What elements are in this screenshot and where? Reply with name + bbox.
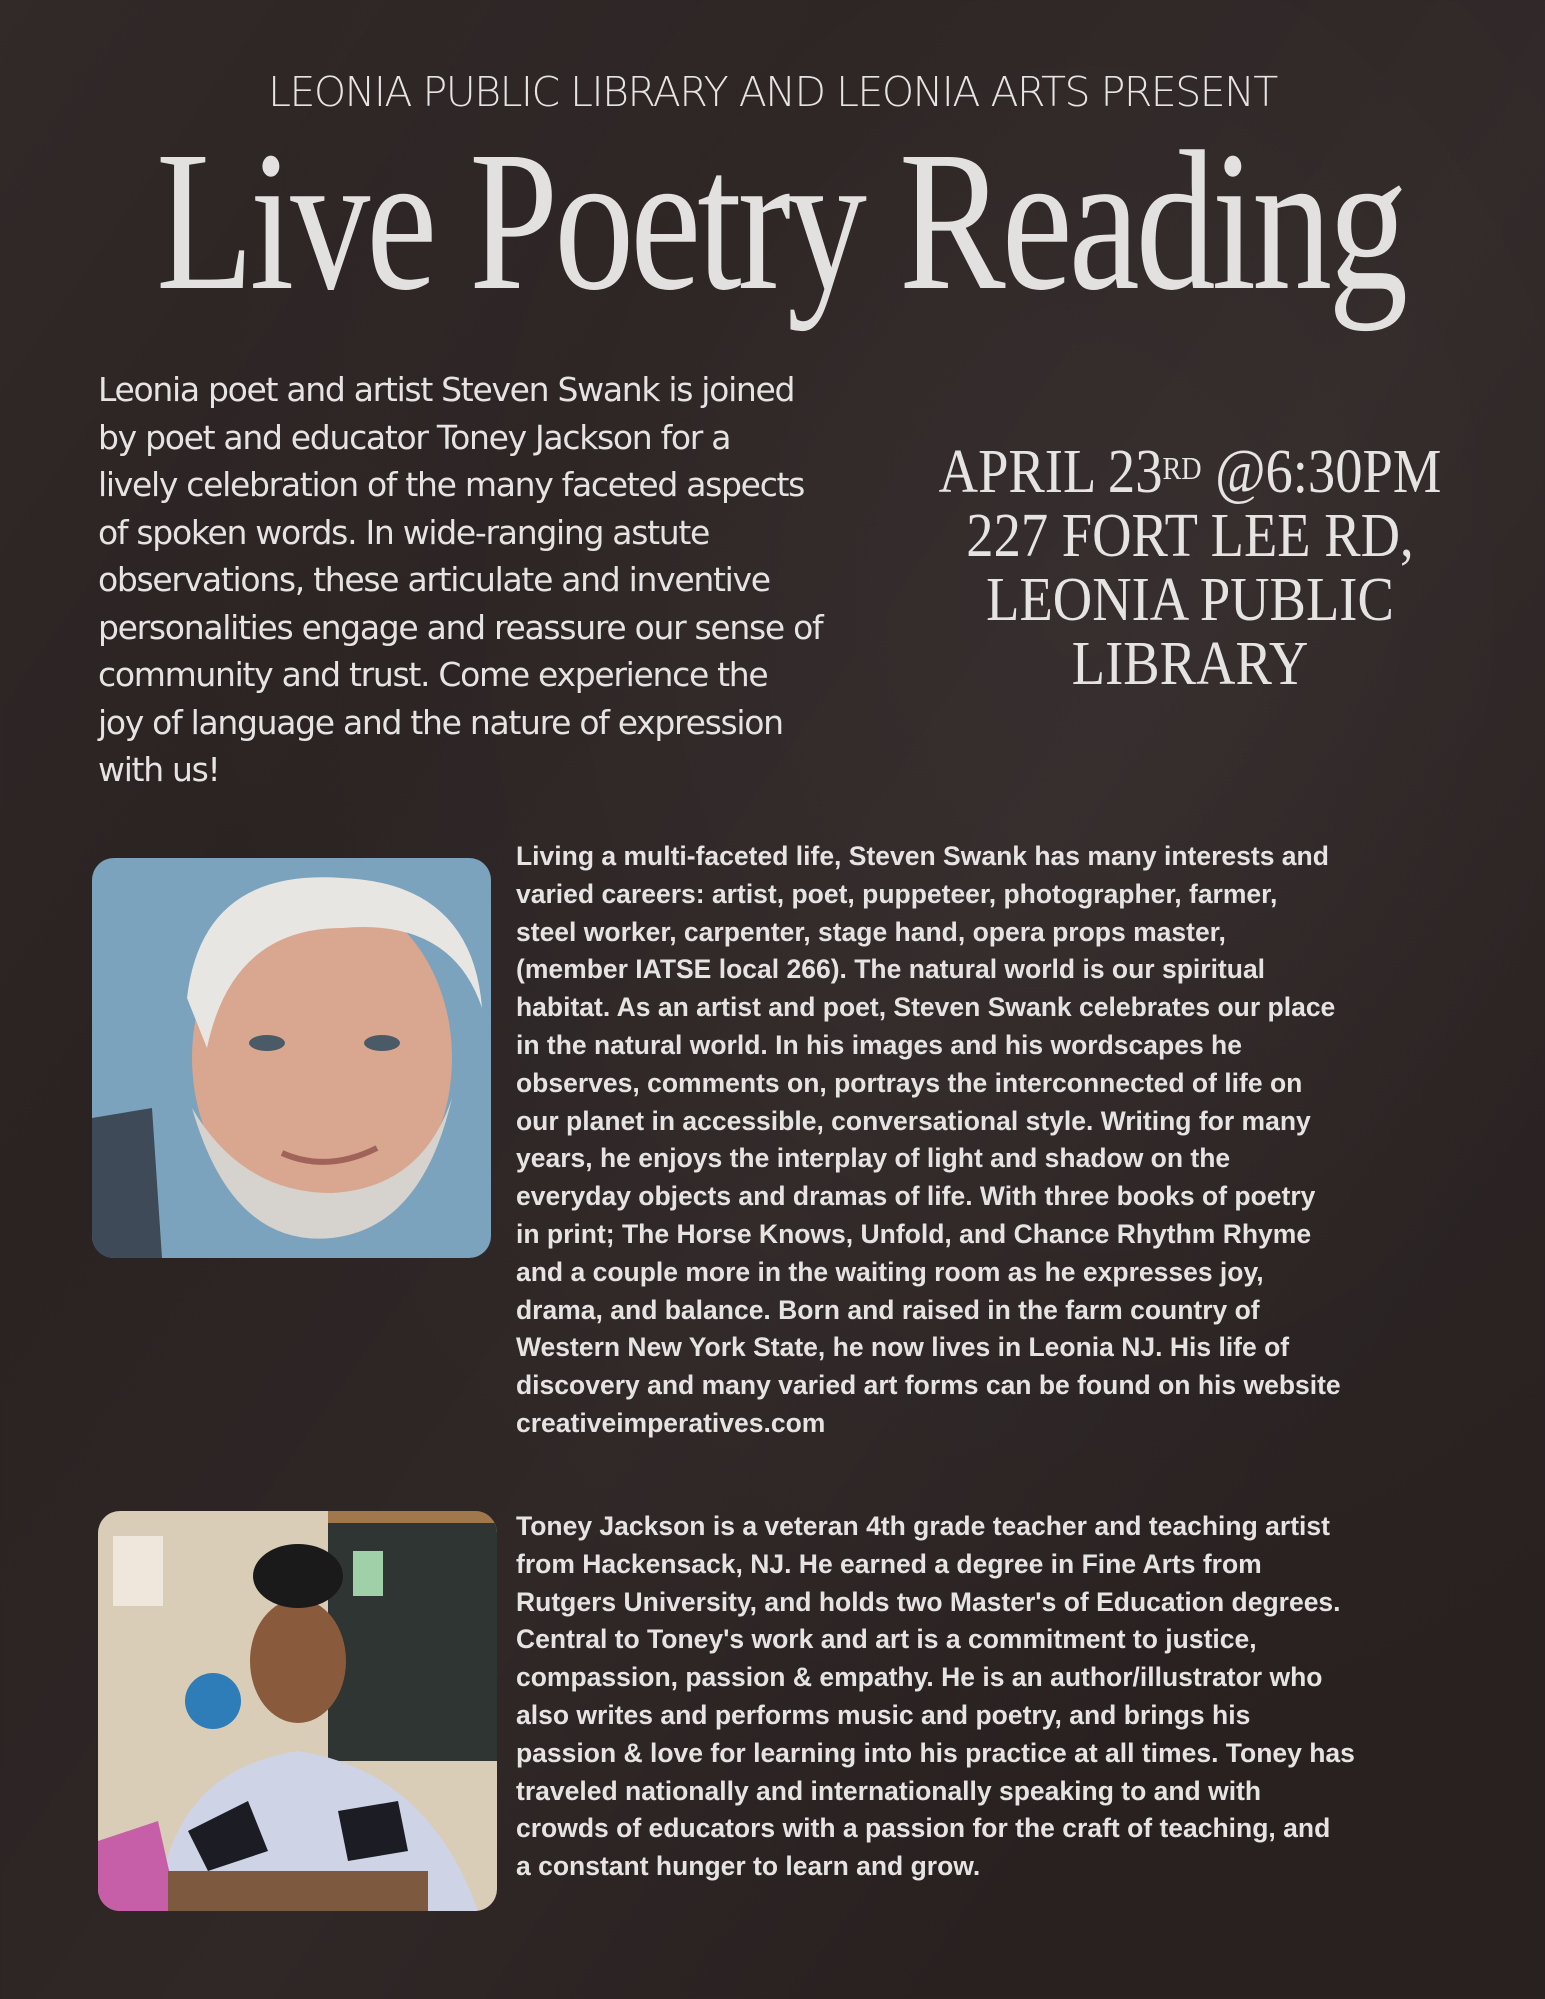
bio-line: traveled nationally and internationally speaking to and with — [516, 1775, 1262, 1806]
intro-line: community and trust. Come experience the — [98, 655, 768, 694]
bio-line: our planet in accessible, conversational style. Writing for many — [516, 1105, 1311, 1136]
intro-line: lively celebration of the many faceted aspects — [98, 465, 805, 504]
event-title: Live Poetry Reading — [156, 111, 1405, 332]
presenters-heading: LEONIA PUBLIC LIBRARY AND LEONIA ARTS PRESENT — [268, 68, 1277, 116]
intro-line: joy of language and the nature of expression — [98, 702, 783, 742]
steven-swank-bio — [516, 838, 1341, 1443]
bio-line: Toney Jackson is a veteran 4th grade teacher and teaching artist — [516, 1511, 1330, 1541]
bio-line: steel worker, carpenter, stage hand, opera props master, — [516, 916, 1226, 947]
intro-line: Leonia poet and artist Steven Swank is joined — [98, 370, 795, 409]
bio-line: Rutgers University, and holds two Master's of Education degrees. — [516, 1586, 1341, 1617]
bio-line: from Hackensack, NJ. He earned a degree in Fine Arts from — [516, 1548, 1262, 1579]
toney-jackson-bio — [516, 1508, 1355, 1886]
toney-jackson-photo — [98, 1511, 497, 1911]
bio-line: varied careers: artist, poet, puppeteer, photographer, farmer, — [516, 878, 1278, 909]
bio-line: discovery and many varied art forms can be found on his website — [516, 1370, 1341, 1401]
date-ordinal: RD — [1162, 450, 1202, 486]
intro-line: personalities engage and reassure our sense of — [98, 607, 823, 647]
event-time: @6:30PM — [1201, 438, 1442, 506]
intro-line: by poet and educator Toney Jackson for a — [98, 417, 731, 457]
bio-line: drama, and balance. Born and raised in the farm country of — [516, 1294, 1260, 1325]
bio-line: observes, comments on, portrays the interconnected of life on — [516, 1067, 1303, 1098]
address-line-3: LIBRARY — [1071, 630, 1309, 698]
address-line-1: 227 FORT LEE RD, — [966, 502, 1414, 570]
title-container — [0, 111, 1545, 332]
event-details — [880, 440, 1500, 696]
intro-line: with us! — [98, 750, 220, 789]
bio-line: also writes and performs music and poetry, and brings his — [516, 1699, 1251, 1730]
bio-line: years, he enjoys the interplay of light and shadow on the — [516, 1143, 1231, 1174]
bio-line: in print; The Horse Knows, Unfold, and Chance Rhythm Rhyme — [516, 1218, 1312, 1249]
bio-line: crowds of educators with a passion for the craft of teaching, and — [516, 1813, 1331, 1844]
steven-swank-photo — [92, 858, 491, 1258]
bio-line: Living a multi-faceted life, Steven Swank has many interests and — [516, 841, 1329, 871]
bio-line: Central to Toney's work and art is a commitment to justice, — [516, 1624, 1257, 1655]
bio-line: passion & love for learning into his practice at all times. Toney has — [516, 1737, 1355, 1768]
bio-line: (member IATSE local 266). The natural world is our spiritual — [516, 954, 1266, 985]
bio-line: everyday objects and dramas of life. With three books of poetry — [516, 1181, 1316, 1212]
intro-line: observations, these articulate and inventive — [98, 560, 770, 599]
intro-line: of spoken words. In wide-ranging astute — [98, 512, 709, 552]
bio-line: Western New York State, he now lives in Leonia NJ. His life of — [516, 1332, 1290, 1363]
bio-line: in the natural world. In his images and his wordscapes he — [516, 1029, 1242, 1060]
bio-line: compassion, passion & empathy. He is an author/illustrator who — [516, 1662, 1323, 1693]
bio-line: creativeimperatives.com — [516, 1407, 826, 1438]
intro-paragraph — [98, 366, 822, 794]
bio-line: habitat. As an artist and poet, Steven Swank celebrates our place — [516, 992, 1336, 1023]
bio-line: and a couple more in the waiting room as he expresses joy, — [516, 1256, 1264, 1287]
event-date-time — [917, 440, 1463, 504]
bio-line: a constant hunger to learn and grow. — [516, 1851, 981, 1882]
event-date: APRIL 23 — [938, 438, 1163, 506]
address-line-2: LEONIA PUBLIC — [986, 566, 1394, 634]
